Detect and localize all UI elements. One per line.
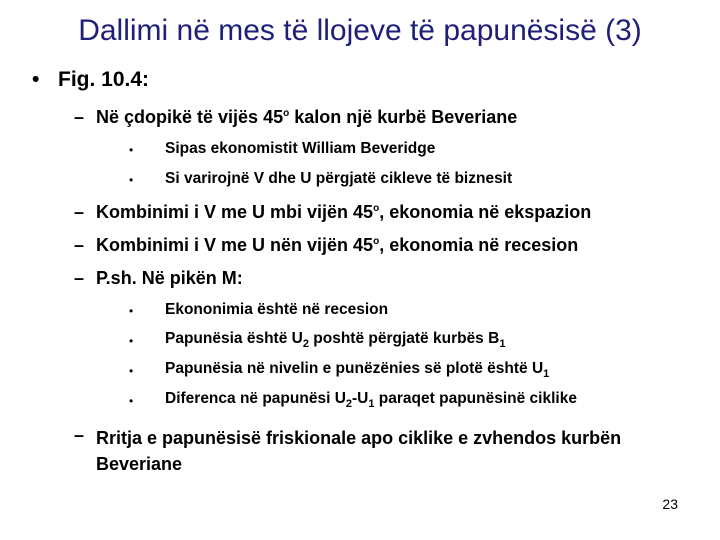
subscript: 1 <box>543 368 550 381</box>
list-item <box>96 202 591 223</box>
sub-list-item: Sipas ekonomistit William Beveridge <box>165 140 436 157</box>
item-text: Papunësia është U <box>165 330 303 347</box>
sub-bullet-marker: • <box>129 143 134 157</box>
page-number: 23 <box>662 496 678 512</box>
slide-title: Dallimi në mes të llojeve të papunësisë (3) <box>78 14 642 47</box>
item-text: kalon një kurbë Beveriane <box>289 107 518 127</box>
subscript: 1 <box>499 338 506 351</box>
list-item: Rritja e papunësisë friskionale apo ciklike e zvhendos kurbën Beveriane <box>96 428 622 474</box>
list-item <box>96 235 578 256</box>
sub-bullet-marker: • <box>129 394 134 408</box>
subscript: 2 <box>302 338 309 351</box>
sub-list-item: Si varirojnë V dhe U përgjatë cikleve të biznesit <box>165 170 513 187</box>
dash-marker: – <box>74 425 85 445</box>
item-text: , ekonomia në recesion <box>379 235 579 255</box>
item-text: Diferenca në papunësi U <box>165 390 346 407</box>
sub-bullet-marker: • <box>129 334 134 348</box>
list-item: P.sh. Në pikën M: <box>96 268 243 288</box>
dash-marker: – <box>74 235 85 255</box>
sub-list-item <box>165 330 506 351</box>
item-text: poshtë përgjatë kurbës B <box>308 330 500 347</box>
sub-bullet-marker: • <box>129 173 134 187</box>
degree-sup: o <box>373 236 380 247</box>
fig-label: Fig. 10.4: <box>58 68 150 91</box>
item-text: -U <box>352 390 369 407</box>
subscript: 2 <box>345 398 353 411</box>
sub-list-item <box>165 390 577 411</box>
bullet-marker: • <box>32 68 40 91</box>
item-text: Kombinimi i V me U nën vijën 45 <box>96 235 374 255</box>
sub-list-item <box>165 360 550 381</box>
dash-marker: – <box>74 268 85 288</box>
degree-sup: o <box>373 203 380 214</box>
dash-marker: – <box>74 107 85 127</box>
degree-sup: o <box>283 108 290 119</box>
item-text: , ekonomia në ekspazion <box>379 202 592 222</box>
item-text: paraqet papunësinë ciklike <box>374 390 577 407</box>
item-text: Kombinimi i V me U mbi vijën 45 <box>96 202 374 222</box>
item-text: Në çdopikë të vijës 45 <box>96 107 284 127</box>
list-item <box>96 107 517 128</box>
sub-bullet-marker: • <box>129 364 134 378</box>
sub-bullet-marker: • <box>129 304 134 318</box>
sub-list-item: Ekononimia është në recesion <box>165 301 389 318</box>
dash-marker: – <box>74 202 85 222</box>
item-text: Papunësia në nivelin e punëzënies së plotë është U <box>165 360 544 377</box>
subscript: 1 <box>368 398 375 411</box>
